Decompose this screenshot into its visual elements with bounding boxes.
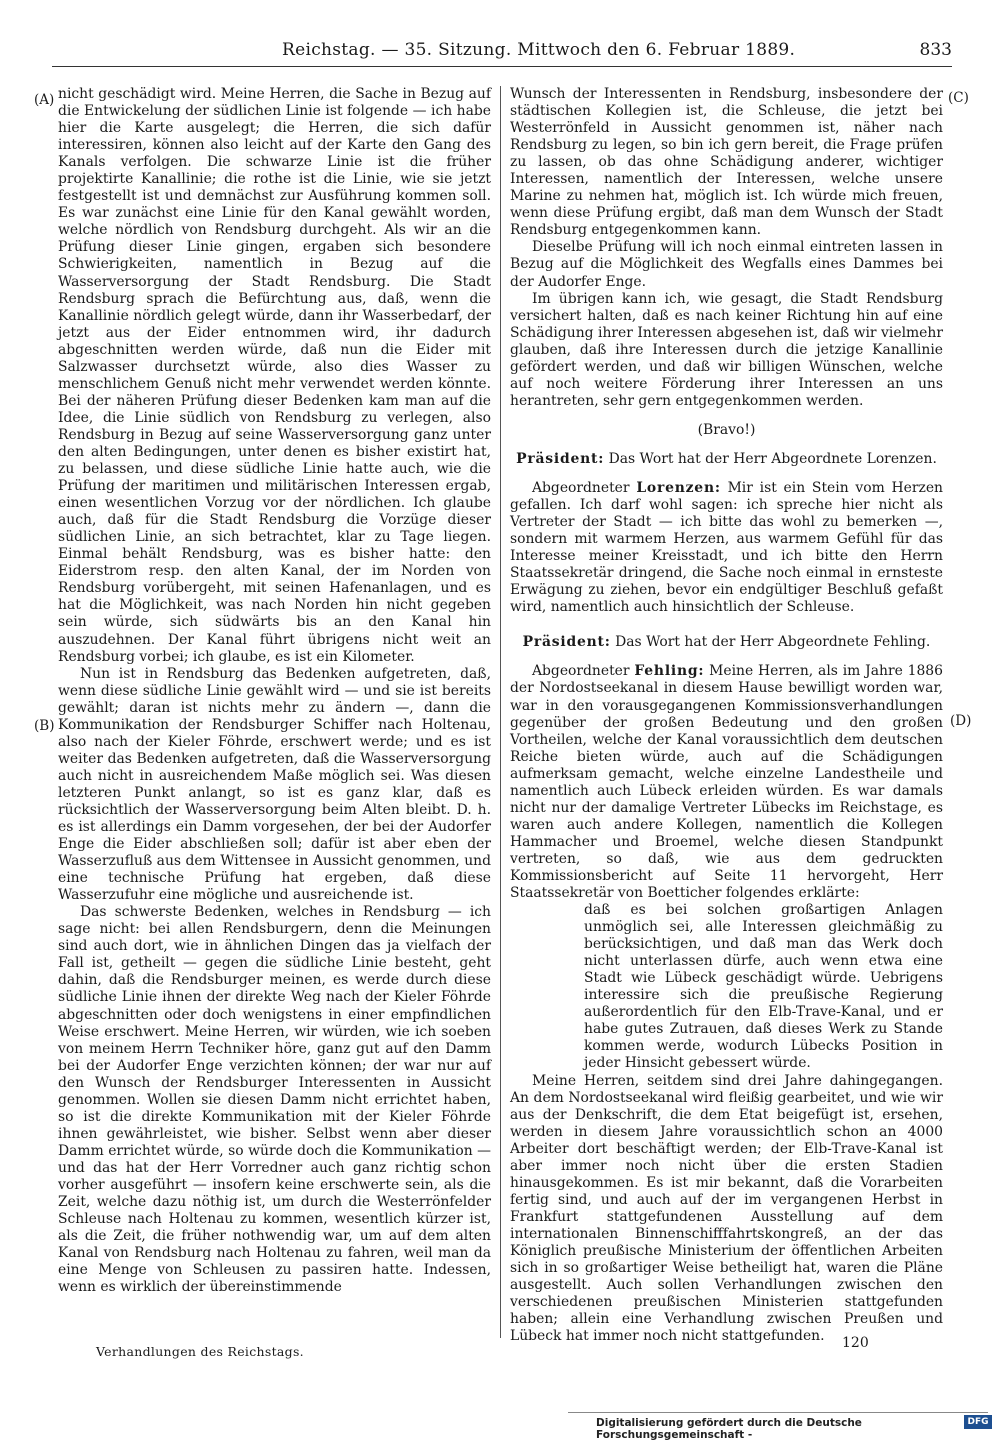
speaker-president-2: Präsident: <box>522 634 611 651</box>
left-column <box>58 86 491 1296</box>
speech-lorenzen <box>510 480 943 616</box>
right-paragraph-2: Dieselbe Prüfung will ich noch einmal eintreten lassen in Bezug auf die Möglichkeit des Wegfalls eines Dammes bei der Audorfer Enge. <box>510 239 943 290</box>
right-column <box>510 86 943 1345</box>
lorenzen-prefix: Abgeordneter <box>532 479 630 496</box>
page-number: 833 <box>919 40 952 60</box>
sheet-signature: 120 <box>842 1335 869 1351</box>
fehling-prefix: Abgeordneter <box>532 663 630 680</box>
fehling-text: Meine Herren, als im Jahre 1886 der Nordostseekanal in diesem Hause bewilligt worden war, war in den vorausgegangenen Kommissionsverhandlungen gegenüber der großen Bedeutung und den großen Vortheilen, welche der Kanal voraussichtlich dem deutschen Reiche bieten würde, auch auf die Schädigungen aufmerksam gemacht, welche einzelne Landestheile und namentlich auch Lübeck erleiden würden. Es war damals nicht nur der damalige Vertreter Lübecks im Reichstage, es waren auch andere Kollegen, namentlich die Kollegen Hammacher und Broemel, welche diesen Standpunkt vertreten, so daß, wie aus dem gedruckten Kommissionsbericht auf Seite 11 hervorgeht, Herr Staatssekretär von Boetticher folgendes erklärte: <box>510 663 943 902</box>
left-paragraph-1: nicht geschädigt wird. Meine Herren, die Sache in Bezug auf die Entwickelung der südlichen Linie ist folgende — ich habe hier die Karte ausgelegt; die Herren, die sich dafür interessiren, können also leicht auf der Karte den Gang des Kanals verfolgen. Die schwarze Linie ist die früher projektirte Kanallinie; die rothe ist die Linie, wie sie jetzt festgestellt ist und demnächst zur Ausführung kommen soll. Es war zunächst eine Linie für den Kanal gewählt worden, welche nördlich von Rendsburg durchgeht. Als wir an die Prüfung dieser Linie gingen, ergaben sich besondere Schwierigkeiten, namentlich in Bezug auf die Wasserversorgung der Stadt Rendsburg. Die Stadt Rendsburg sprach die Befürchtung aus, daß, wenn die Kanallinie nördlich gelegt würde, dann ihr Wasserbedarf, der jetzt aus der Eider entnommen wird, ihr dadurch abgeschnitten werden würde, daß nun die Eider mit Salzwasser durchsetzt würde, also dies Wasser zu menschlichem Genuß nicht mehr verwendet werden könnte. Bei der näheren Prüfung dieser Bedenken kam man auf die Idee, die Linie südlich von Rendsburg zu verlegen, also Rendsburg in Bezug auf seine Wasserversorgung ganz unter den alten Bedingungen, unter denen es bisher existirt hat, zu belassen, und diese südliche Linie hatte auch, wie die Prüfung der maritimen und militärischen Interessen ergab, einen wesentlichen Vorzug vor der nördlichen. Ich glaube auch, daß für die Stadt Rendsburg die Vorzüge dieser südlichen Linie, an sich betrachtet, klar zu Tage liegen. Einmal behält Rendsburg, was es bisher hatte: den Eiderstrom resp. den alten Kanal, der im Norden von Rendsburg vorübergeht, mit seinen Hafenanlagen, und es hat die Möglichkeit, was nach Norden hin nicht gegeben sein würde, sich südwärts bis an den Kanal hin auszudehnen. Der Kanal führt übrigens nicht weit an Rendsburg vorbei; ich glaube, es ist ein Kilometer. <box>58 86 491 665</box>
president-statement-2 <box>510 634 943 651</box>
margin-marker-b: (B) <box>34 718 55 734</box>
credit-rule <box>568 1412 988 1413</box>
left-paragraph-2: Nun ist in Rendsburg das Bedenken aufgetreten, daß, wenn diese südliche Linie gewählt wird — und sie ist bereits gewählt; daran ist nichts mehr zu ändern —, dann die Kommunikation der Rendsburger Schiffer nach Holtenau, also nach der Kieler Föhrde, erschwert werde; und es ist weiter das Bedenken aufgetreten, daß die Wasserversorgung auch nicht in ausreichendem Maße möglich sei. Was diesen letzteren Punkt anlangt, so ist es ganz klar, daß es rücksichtlich der Wasserversorgung beim Alten bleibt. D. h. es ist allerdings ein Damm vorgesehen, der bei der Audorfer Enge die Eider abschließen soll; dafür ist aber eben der Wasserzufluß aus dem Wittensee in Aussicht genommen, und eine technische Prüfung hat ergeben, daß diese Wasserzufuhr eine mögliche und ausreichende ist. <box>58 665 491 904</box>
margin-marker-c: (C) <box>948 90 969 106</box>
left-paragraph-3: Das schwerste Bedenken, welches in Rendsburg — ich sage nicht: bei allen Rendsburgern, denn die Meinungen sind auch dort, wie in ähnlichen Dingen das ja vielfach der Fall ist, getheilt — gegen die südliche Linie besteht, geht dahin, daß die Rendsburger meinen, es werde durch diese südliche Linie ihnen der direkte Weg nach der Kieler Föhrde abgeschnitten oder doch wenigstens in einer empfindlichen Weise erschwert. Meine Herren, wir würden, wie ich soeben von meinem Herrn Techniker höre, ganz gut auf den Damm bei der Audorfer Enge verzichten können; der war nur auf den Wunsch der Rendsburger Interessenten in Aussicht genommen. Wollen sie diesen Damm nicht errichtet haben, so ist die direkte Kommunikation mit der Kieler Föhrde ihnen gewährleistet, wie bisher. Selbst wenn aber dieser Damm errichtet würde, so würde doch die Kommunikation — und das hat der Herr Vorredner auch ganz richtig schon vorher ausgeführt — insofern keine erschwerte sein, als die Zeit, welche dazu nöthig ist, um durch die Westerrönfelder Schleuse nach Holtenau zu kommen, wesentlich kürzer ist, als die Zeit, die früher nothwendig war, um auf dem alten Kanal von Rendsburg nach Holtenau zu fahren, weil man da eine Menge von Schleusen zu passiren hatte. Indessen, wenn es wirklich der übereinstimmende <box>58 904 491 1296</box>
applause-note: (Bravo!) <box>697 421 756 438</box>
right-paragraph-1: Wunsch der Interessenten in Rendsburg, insbesondere der städtischen Kollegien ist, die Schleuse, die jetzt bei Westerrönfeld in Aussicht genommen ist, näher nach Rendsburg zu legen, so bin ich gern bereit, die Frage prüfen zu lassen, ob das ohne Schädigung anderer, wichtiger Interessen, namentlich der Interessen, welche unsere Marine zu nehmen hat, möglich ist. Ich würde mich freuen, wenn diese Prüfung ergibt, daß man dem Wunsch der Stadt Rendsburg entgegenkommen kann. <box>510 86 943 239</box>
president-statement-1 <box>510 451 943 468</box>
column-divider <box>500 86 501 1338</box>
president-text-2: Das Wort hat der Herr Abgeordnete Fehling. <box>615 634 931 651</box>
lorenzen-text: Mir ist ein Stein vom Herzen gefallen. Ich darf wohl sagen: ich spreche hier nicht als Vertreter der Stadt — ich bitte das wohl zu bemerken —, sondern mit warmem Herzen, aus warmem Gefühl für das Interesse meiner Kreisstadt, und ich bitte den Herrn Staatssekretär dringend, die Sache noch einmal in ernsteste Erwägung zu ziehen, bevor ein endgültiger Beschluß gefaßt wird, namentlich auch hinsichtlich der Schleuse. <box>510 479 944 616</box>
right-paragraph-last: Meine Herren, seitdem sind drei Jahre dahingegangen. An dem Nordostseekanal wird fleißig gearbeitet, und wie wir aus der Denkschrift, die dem Etat beigefügt ist, ersehen, werden in diesem Jahre voraussichtlich schon an 4000 Arbeiter dort beschäftigt werden; der Elb-Trave-Kanal ist aber immer noch nicht über die ersten Stadien hinausgekommen. Es ist mir bekannt, daß die Vorarbeiten fertig sind, und auch auf der im vergangenen Herbst in Frankfurt stattgefundenen Ausstellung auf dem internationalen Binnenschifffahrtskongreß, an der das Königlich preußische Ministerium der öffentlichen Arbeiten sich in so großartiger Weise betheiligt hat, waren die Pläne ausgestellt. Auch sollen Verhandlungen zwischen den verschiedenen preußischen Ministerien stattgefunden haben; allein eine Verhandlung zwischen Preußen und Lübeck hat immer noch nicht stattgefunden. <box>510 1072 943 1345</box>
quoted-statement: daß es bei solchen großartigen Anlagen unmöglich sei, alle Interessen gleichmäßig zu berücksichtigen, und daß man das Werk doch nicht unterlassen dürfe, auch wenn etwa eine Stadt wie Lübeck geschädigt würde. Uebrigens interessire sich die preußische Regierung außerordentlich für den Elb-Trave-Kanal, und er habe gutes Zutrauen, daß dieses Werk zu Stande kommen werde, wodurch Lübecks Position in jeder Hinsicht gebessert würde. <box>584 902 943 1072</box>
margin-marker-a: (A) <box>34 92 55 108</box>
dfg-logo: DFG <box>964 1415 992 1429</box>
speaker-president-1: Präsident: <box>516 450 605 467</box>
page-title: Reichstag. — 35. Sitzung. Mittwoch den 6. Februar 1889. <box>282 40 796 60</box>
speech-fehling <box>510 663 943 902</box>
speaker-fehling: Fehling: <box>634 663 705 680</box>
digitization-credit: Digitalisierung gefördert durch die Deutsche Forschungsgemeinschaft - <box>596 1417 862 1441</box>
president-text-1: Das Wort hat der Herr Abgeordnete Lorenzen. <box>608 450 937 467</box>
margin-marker-d: (D) <box>950 713 972 729</box>
footer-source: Verhandlungen des Reichstags. <box>96 1344 304 1359</box>
speaker-lorenzen: Lorenzen: <box>636 479 721 496</box>
page-header <box>52 40 952 67</box>
right-paragraph-3: Im übrigen kann ich, wie gesagt, die Stadt Rendsburg versichert halten, daß es nach keiner Richtung hin auf eine Schädigung ihrer Interessen abgesehen ist, daß wir vielmehr glauben, daß ihre Interessen durch die jetzige Kanallinie gefördert werden, und daß wir billigen Wünschen, welche auf noch weitere Förderung ihrer Interessen an uns herantreten, sehr gern entgegenkommen werden. <box>510 290 943 409</box>
